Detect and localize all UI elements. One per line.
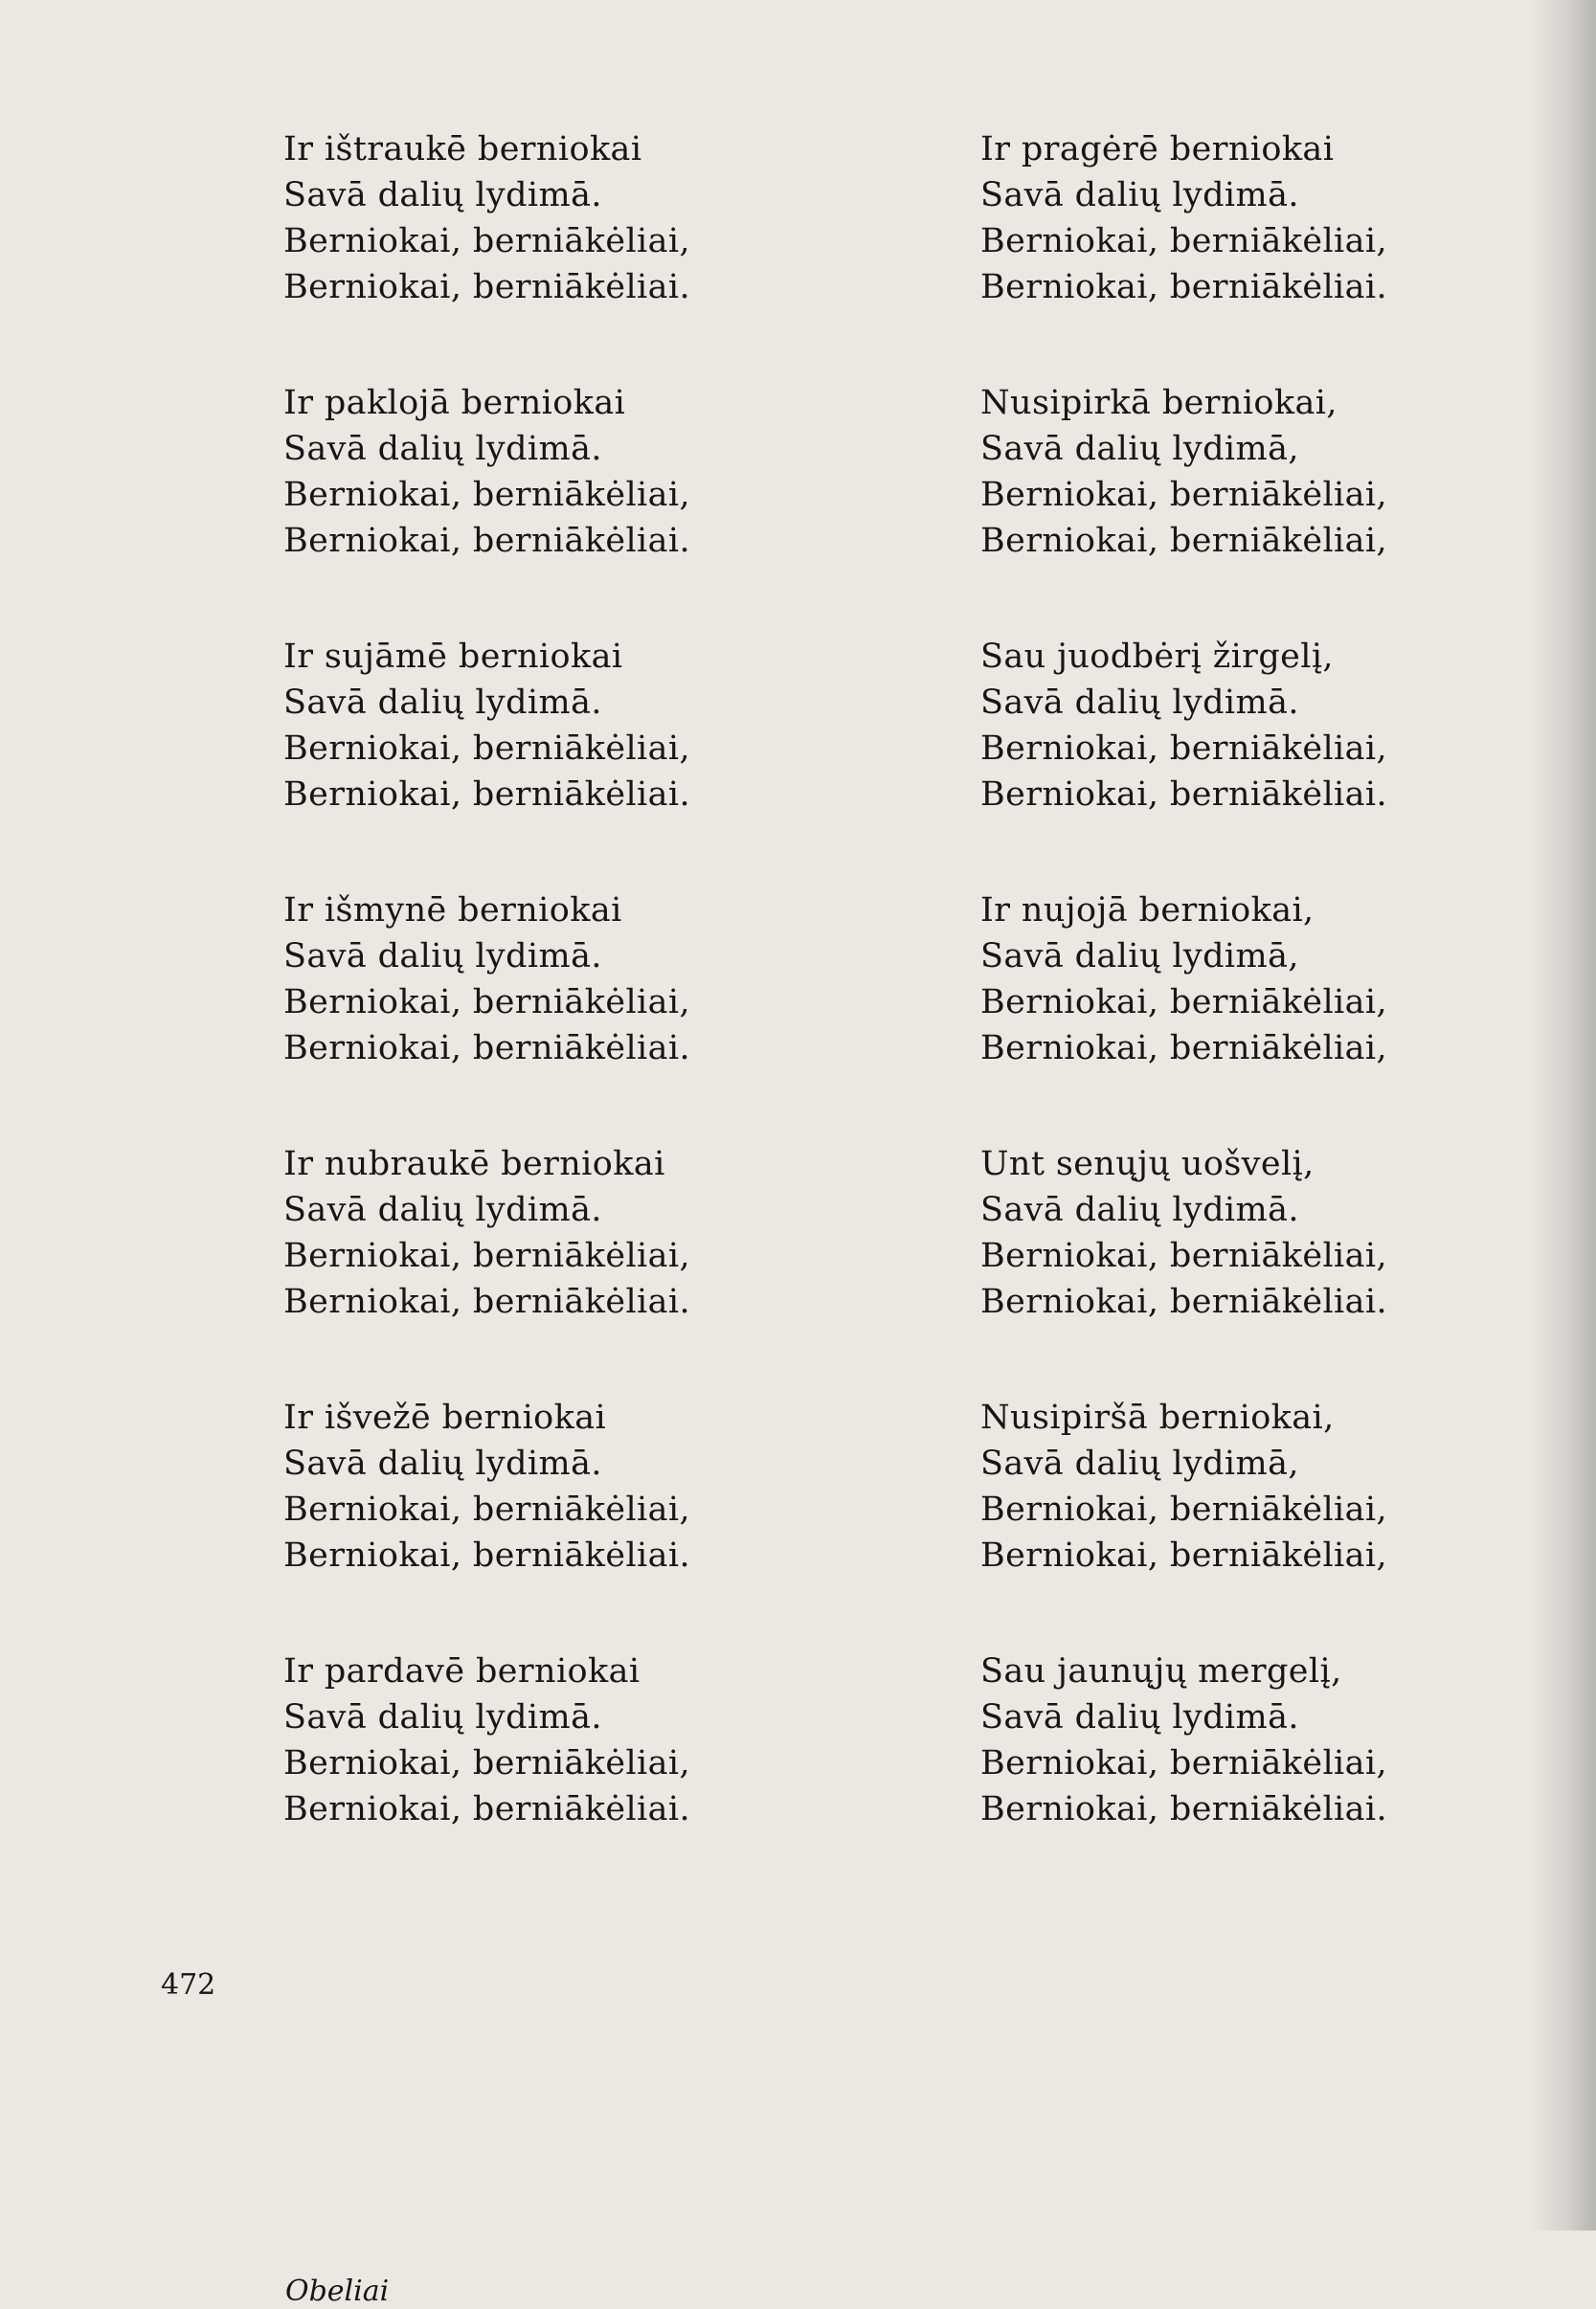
verse-line: Sau jaunųjų mergelį, xyxy=(980,1652,1342,1691)
verse-line: Ir išmynē berniokai xyxy=(283,891,622,930)
verse-line: Berniokai, berniākėliai, xyxy=(980,476,1388,514)
verse-line: Berniokai, berniākėliai, xyxy=(980,1029,1388,1067)
verse-line: Berniokai, berniākėliai. xyxy=(980,775,1388,814)
verse-line: Savā dalių lydimā. xyxy=(283,684,602,722)
stanza xyxy=(980,1395,1517,1648)
verse-line: Berniokai, berniākėliai, xyxy=(283,222,691,260)
page-number: 472 xyxy=(161,1968,216,2002)
verse-line: Savā dalių lydimā, xyxy=(980,1445,1299,1483)
verse-line: Ir pragėrē berniokai xyxy=(980,130,1335,168)
verse-line: Berniokai, berniākėliai. xyxy=(283,1283,691,1321)
stanza xyxy=(980,887,1517,1141)
stanza xyxy=(980,126,1517,380)
verse-line: Sau juodbėrį žirgelį, xyxy=(980,638,1334,676)
verse-line: Nusipirkā berniokai, xyxy=(980,384,1337,422)
verse-line: Berniokai, berniākėliai. xyxy=(283,522,691,560)
stanza xyxy=(980,1648,1517,1902)
verse-line: Savā dalių lydimā, xyxy=(980,430,1299,468)
verse-line: Berniokai, berniākėliai, xyxy=(283,1744,691,1782)
verse-line: Savā dalių lydimā, xyxy=(980,937,1299,975)
verse-line: Berniokai, berniākėliai. xyxy=(283,1029,691,1067)
verse-line: Savā dalių lydimā. xyxy=(980,684,1299,722)
verse-line: Ir paklojā berniokai xyxy=(283,384,626,422)
verse-line: Unt senųjų uošvelį, xyxy=(980,1145,1315,1183)
verse-line: Savā dalių lydimā. xyxy=(980,176,1299,214)
verse-line: Berniokai, berniākėliai, xyxy=(980,522,1388,560)
page-edge-shadow xyxy=(1529,0,1596,2231)
verse-line: Berniokai, berniākėliai. xyxy=(980,1283,1388,1321)
verse-line: Berniokai, berniākėliai, xyxy=(980,1491,1388,1529)
stanza xyxy=(283,1395,820,1648)
stanza xyxy=(980,380,1517,634)
verse-line: Berniokai, berniākėliai. xyxy=(980,1790,1388,1828)
verse-line: Savā dalių lydimā. xyxy=(283,1698,602,1737)
stanza xyxy=(283,380,820,634)
verse-line: Savā dalių lydimā. xyxy=(980,1191,1299,1229)
verse-line: Ir išvežē berniokai xyxy=(283,1399,607,1437)
verse-line: Savā dalių lydimā. xyxy=(283,1191,602,1229)
verse-line: Berniokai, berniākėliai, xyxy=(283,1237,691,1275)
verse-line: Berniokai, berniākėliai, xyxy=(980,1536,1388,1575)
verse-line: Ir sujāmē berniokai xyxy=(283,638,623,676)
verse-line: Berniokai, berniākėliai. xyxy=(283,775,691,814)
stanza xyxy=(283,887,820,1141)
verse-line: Ir nujojā berniokai, xyxy=(980,891,1315,930)
place-name: Obeliai xyxy=(285,2275,390,2308)
verse-line: Nusipiršā berniokai, xyxy=(980,1399,1335,1437)
verse-line: Berniokai, berniākėliai. xyxy=(283,268,691,306)
verse-line: Berniokai, berniākėliai. xyxy=(980,268,1388,306)
verse-line: Berniokai, berniākėliai, xyxy=(980,1237,1388,1275)
verse-line: Berniokai, berniākėliai, xyxy=(283,1491,691,1529)
verse-line: Berniokai, berniākėliai, xyxy=(980,222,1388,260)
verse-line: Ir ištraukē berniokai xyxy=(283,130,642,168)
verse-line: Berniokai, berniākėliai. xyxy=(283,1790,691,1828)
verse-line: Berniokai, berniākėliai, xyxy=(283,729,691,768)
stanza xyxy=(980,1141,1517,1395)
verse-line: Savā dalių lydimā. xyxy=(283,1445,602,1483)
stanza xyxy=(283,1648,820,1902)
stanza xyxy=(283,1141,820,1395)
left-column xyxy=(283,126,820,1902)
stanza xyxy=(283,126,820,380)
verse-line: Berniokai, berniākėliai, xyxy=(980,1744,1388,1782)
right-column xyxy=(980,126,1517,1902)
verse-line: Savā dalių lydimā. xyxy=(980,1698,1299,1737)
verse-line: Ir nubraukē berniokai xyxy=(283,1145,665,1183)
verse-line: Ir pardavē berniokai xyxy=(283,1652,641,1691)
verse-line: Savā dalių lydimā. xyxy=(283,937,602,975)
verse-line: Savā dalių lydimā. xyxy=(283,430,602,468)
verse-line: Berniokai, berniākėliai, xyxy=(980,729,1388,768)
verse-line: Savā dalių lydimā. xyxy=(283,176,602,214)
verse-line: Berniokai, berniākėliai, xyxy=(283,983,691,1021)
stanza xyxy=(980,634,1517,887)
verse-line: Berniokai, berniākėliai, xyxy=(283,476,691,514)
verse-line: Berniokai, berniākėliai. xyxy=(283,1536,691,1575)
verse-line: Berniokai, berniākėliai, xyxy=(980,983,1388,1021)
stanza xyxy=(283,634,820,887)
